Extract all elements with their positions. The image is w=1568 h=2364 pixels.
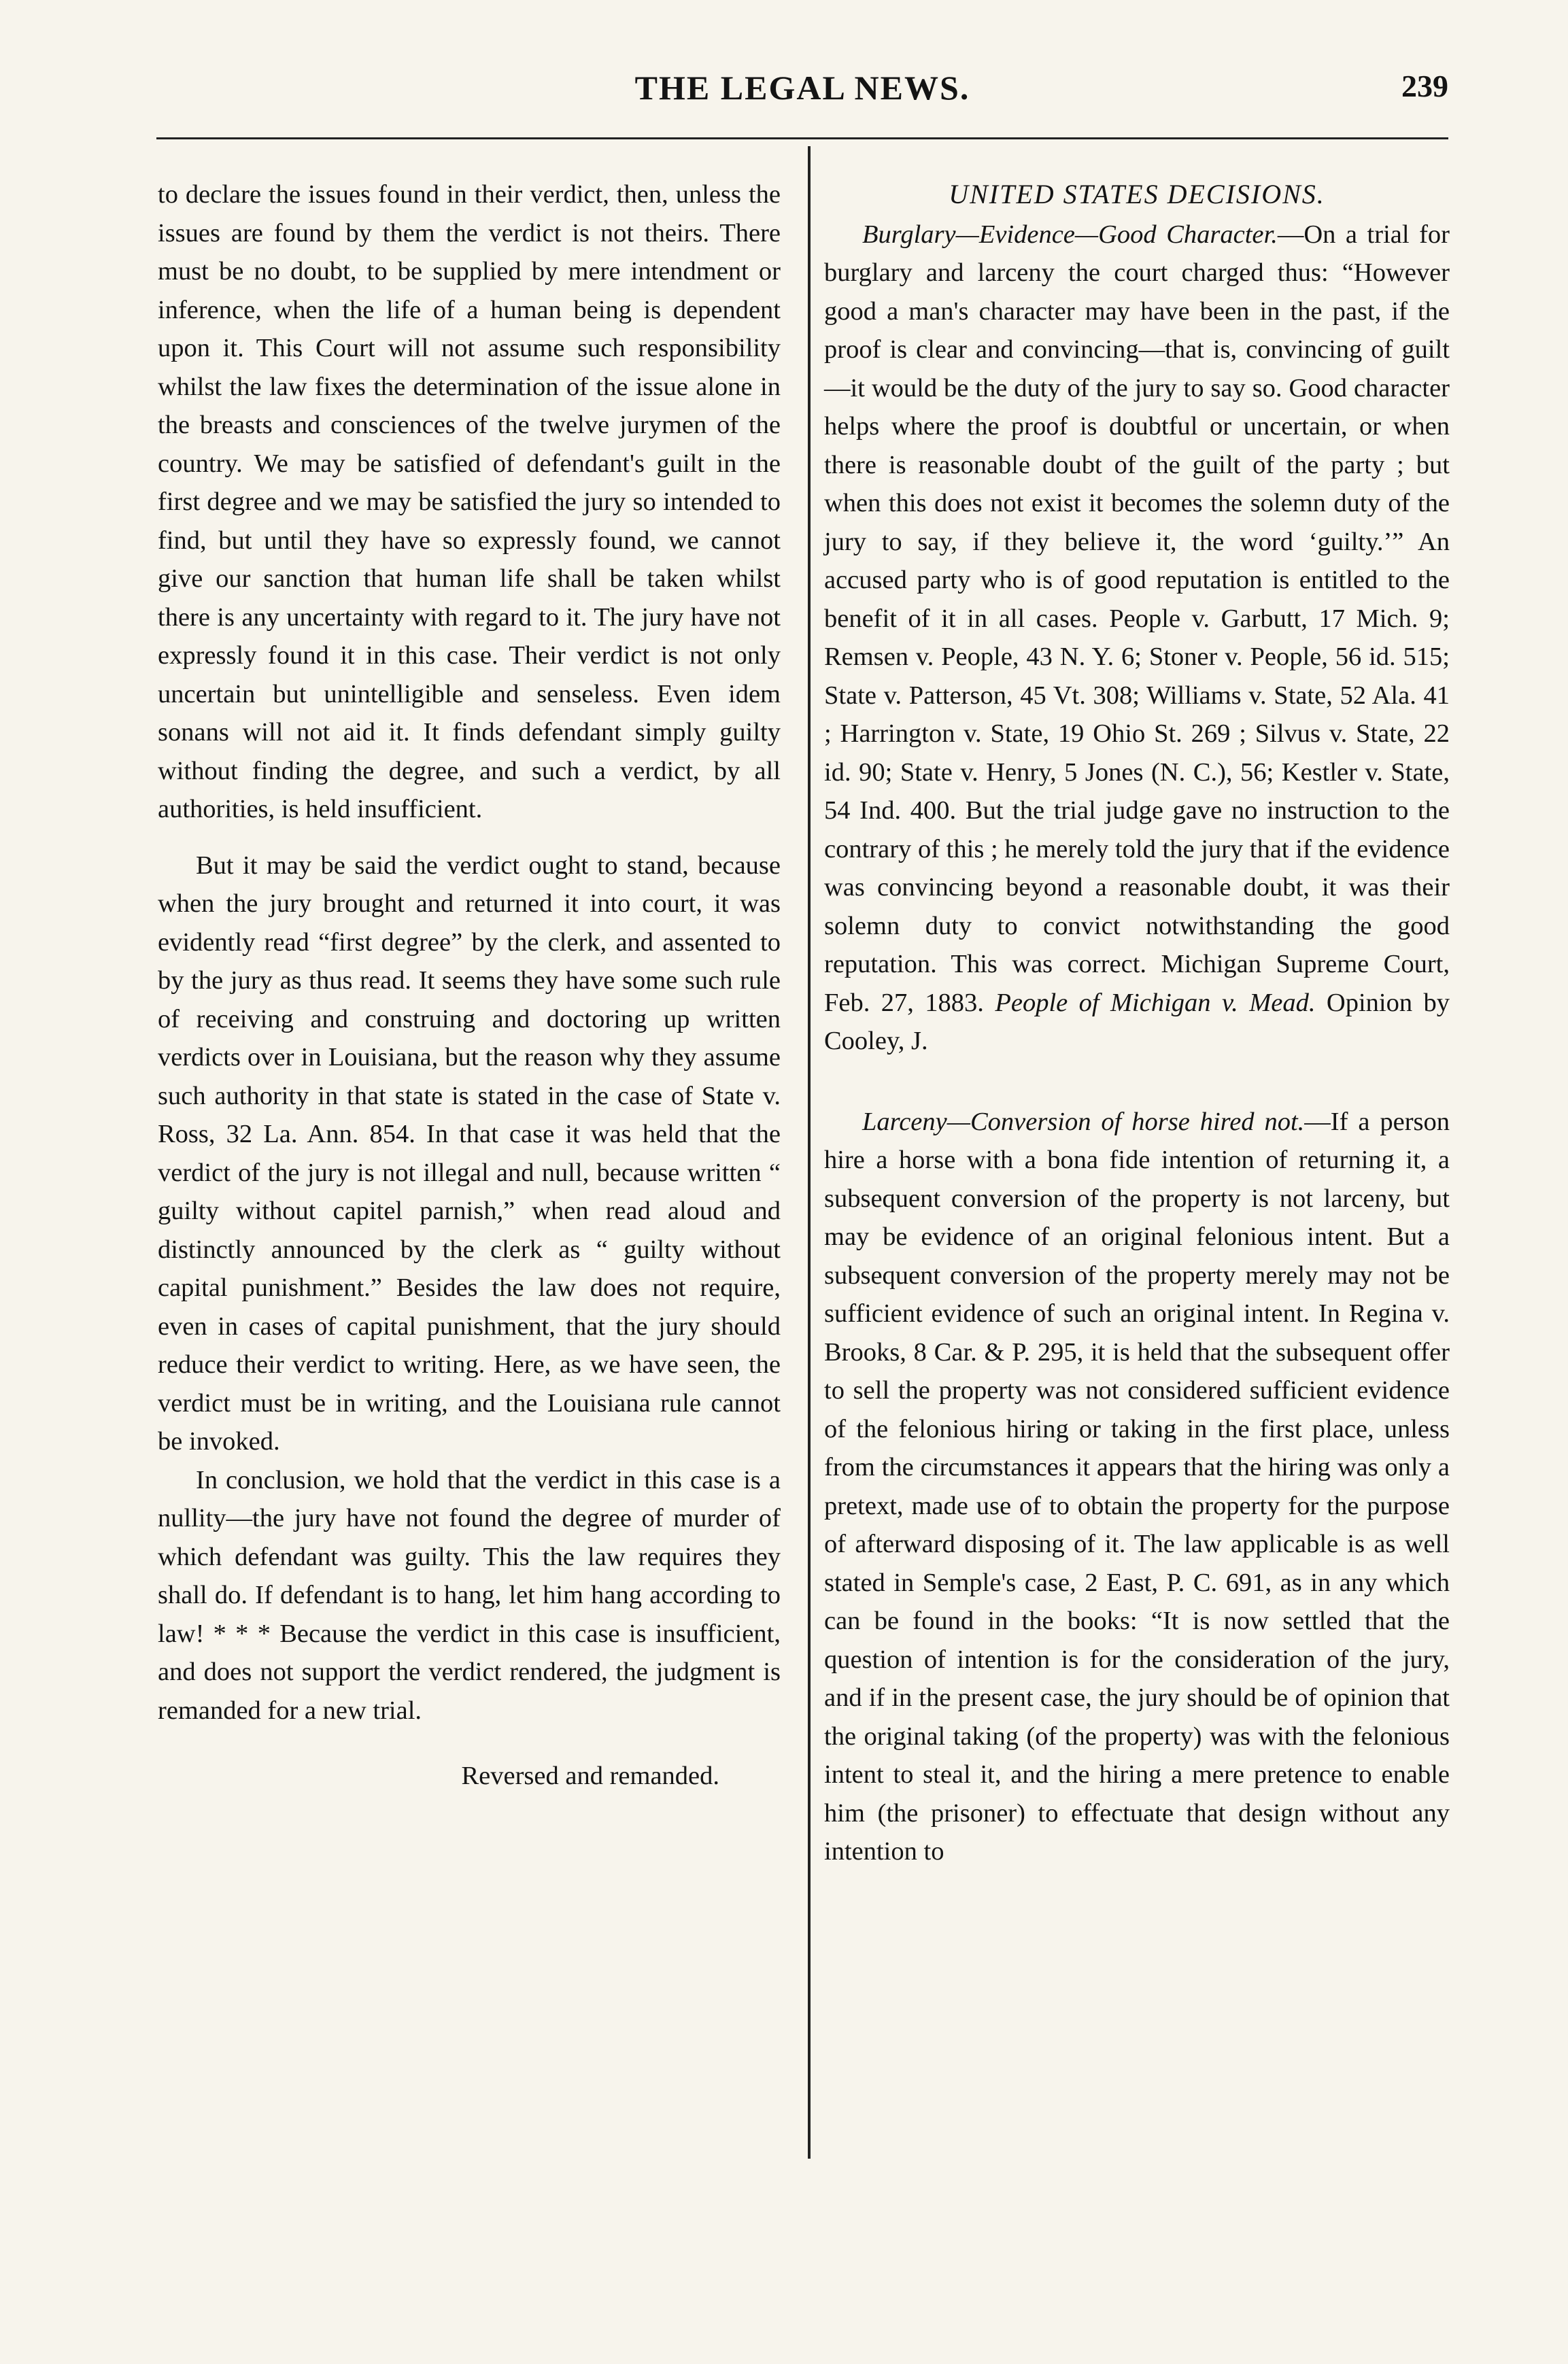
page-header xyxy=(156,68,1448,116)
case-opinion: Opinion by Cooley, J. xyxy=(824,988,1450,1055)
case-body: —If a person hire a horse with a bona fide intention of returning it, a subsequent conversion of the property is not larceny, but may be evidence of an original felonious intent. But a subsequent conversion of the property merely may not be sufficient evidence of such an original intent. In Regina v. Brooks, 8 Car. & P. 295, it is held that the subsequent offer to sell the property was not considered sufficient evidence of the felonious hiring or taking in the first place, unless from the circumstances it appears that the hiring was only a pretext, made use of to obtain the property for the purpose of afterward disposing of it. The law applicable is as well stated in Semple's case, 2 East, P. C. 691, as in any which can be found in the books: “It is now settled that the question of intention is for the consideration of the jury, and if in the present case, the jury should be of opinion that the original taking (of the property) was with the felonious intent to steal it, and the hiring a mere pretence to enable him (the prisoner) to effectuate that design without any intention to xyxy=(824,1107,1450,1866)
journal-title: THE LEGAL NEWS. xyxy=(634,69,970,107)
case-headnote: Burglary—Evidence—Good Character. xyxy=(862,220,1278,249)
paragraph-gap xyxy=(824,1061,1450,1103)
case-body: —On a trial for burglary and larceny the court charged thus: “However good a man's character may have been in the past, if the proof is clear and convincing—that is, convincing of guilt—it would be the duty of the jury to say so. Good character helps where the proof is doubtful or uncertain, or when there is reasonable doubt of the guilt of the party ; but when this does not exist it becomes the solemn duty of the jury to say, if they believe it, the word ‘guilty.’” An accused party who is of good reputation is entitled to the benefit of it in all cases. People v. Garbutt, 17 Mich. 9; Remsen v. People, 43 N. Y. 6; Stoner v. People, 56 id. 515; State v. Patterson, 45 Vt. 308; Williams v. State, 52 Ala. 41 ; Harrington v. State, 19 Ohio St. 269 ; Silvus v. State, 22 id. 90; State v. Henry, 5 Jones (N. C.), 56; Kestler v. State, 54 Ind. 400. But the trial judge gave no instruction to the contrary of this ; he merely told the jury that if the evidence was convincing beyond a reasonable doubt, it was their solemn duty to convict notwithstanding the good reputation. This was correct. Michigan Supreme Court, Feb. 27, 1883. xyxy=(824,220,1450,1017)
column-divider xyxy=(808,146,811,2159)
page-number: 239 xyxy=(1401,69,1448,103)
closing-line: Reversed and remanded. xyxy=(461,1762,719,1790)
case-headnote: Larceny—Conversion of horse hired not. xyxy=(862,1107,1305,1136)
left-column xyxy=(158,175,781,1796)
case-paragraph xyxy=(824,216,1450,1061)
case-paragraph xyxy=(824,1103,1450,1871)
paragraph: In conclusion, we hold that the verdict in this case is a nullity—the jury have not found the degree of murder of which defendant was guilty. This the law requires they shall do. If defendant is to hang, let him hang according to law! * * * Because the verdict in this case is insufficient, and does not support the verdict rendered, the judgment is remanded for a new trial. xyxy=(158,1465,781,1725)
case-citation: People of Michigan v. Mead. xyxy=(995,988,1316,1017)
right-column xyxy=(824,175,1450,1871)
paragraph: But it may be said the verdict ought to stand, because when the jury brought and returned it into court, it was evidently read “first degree” by the clerk, and assented to by the jury as thus read. It seems they have some such rule of receiving and construing and doctoring up written verdicts over in Louisiana, but the reason why they assume such authority in that state is stated in the case of State v. Ross, 32 La. Ann. 854. In that case it was held that the verdict of the jury is not illegal and null, because written “ guilty without capitel parnish,” when read aloud and distinctly announced by the clerk as “ guilty without capital punishment.” Besides the law does not require, even in cases of capital punishment, that the jury should reduce their verdict to writing. Here, as we have seen, the verdict must be in writing, and the Louisiana rule cannot be invoked. xyxy=(158,851,781,1456)
header-rule xyxy=(156,137,1448,139)
section-title: UNITED STATES DECISIONS. xyxy=(949,179,1325,209)
paragraph: to declare the issues found in their verdict, then, unless the issues are found by them the verdict is not theirs. There must be no doubt, to be supplied by mere intendment or inference, when the life of a human being is dependent upon it. This Court will not assume such responsibility whilst the law fixes the determination of the issue alone in the breasts and consciences of the twelve jurymen of the country. We may be satisfied of defendant's guilt in the first degree and we may be satisfied the jury so intended to find, but until they have so expressly found, we cannot give our sanction that human life shall be taken whilst there is any uncertainty with regard to it. The jury have not expressly found it in this case. Their verdict is not only uncertain but unintelligible and senseless. Even idem sonans will not aid it. It finds defendant simply guilty without finding the degree, and such a verdict, by all authorities, is held insufficient. xyxy=(158,180,781,823)
